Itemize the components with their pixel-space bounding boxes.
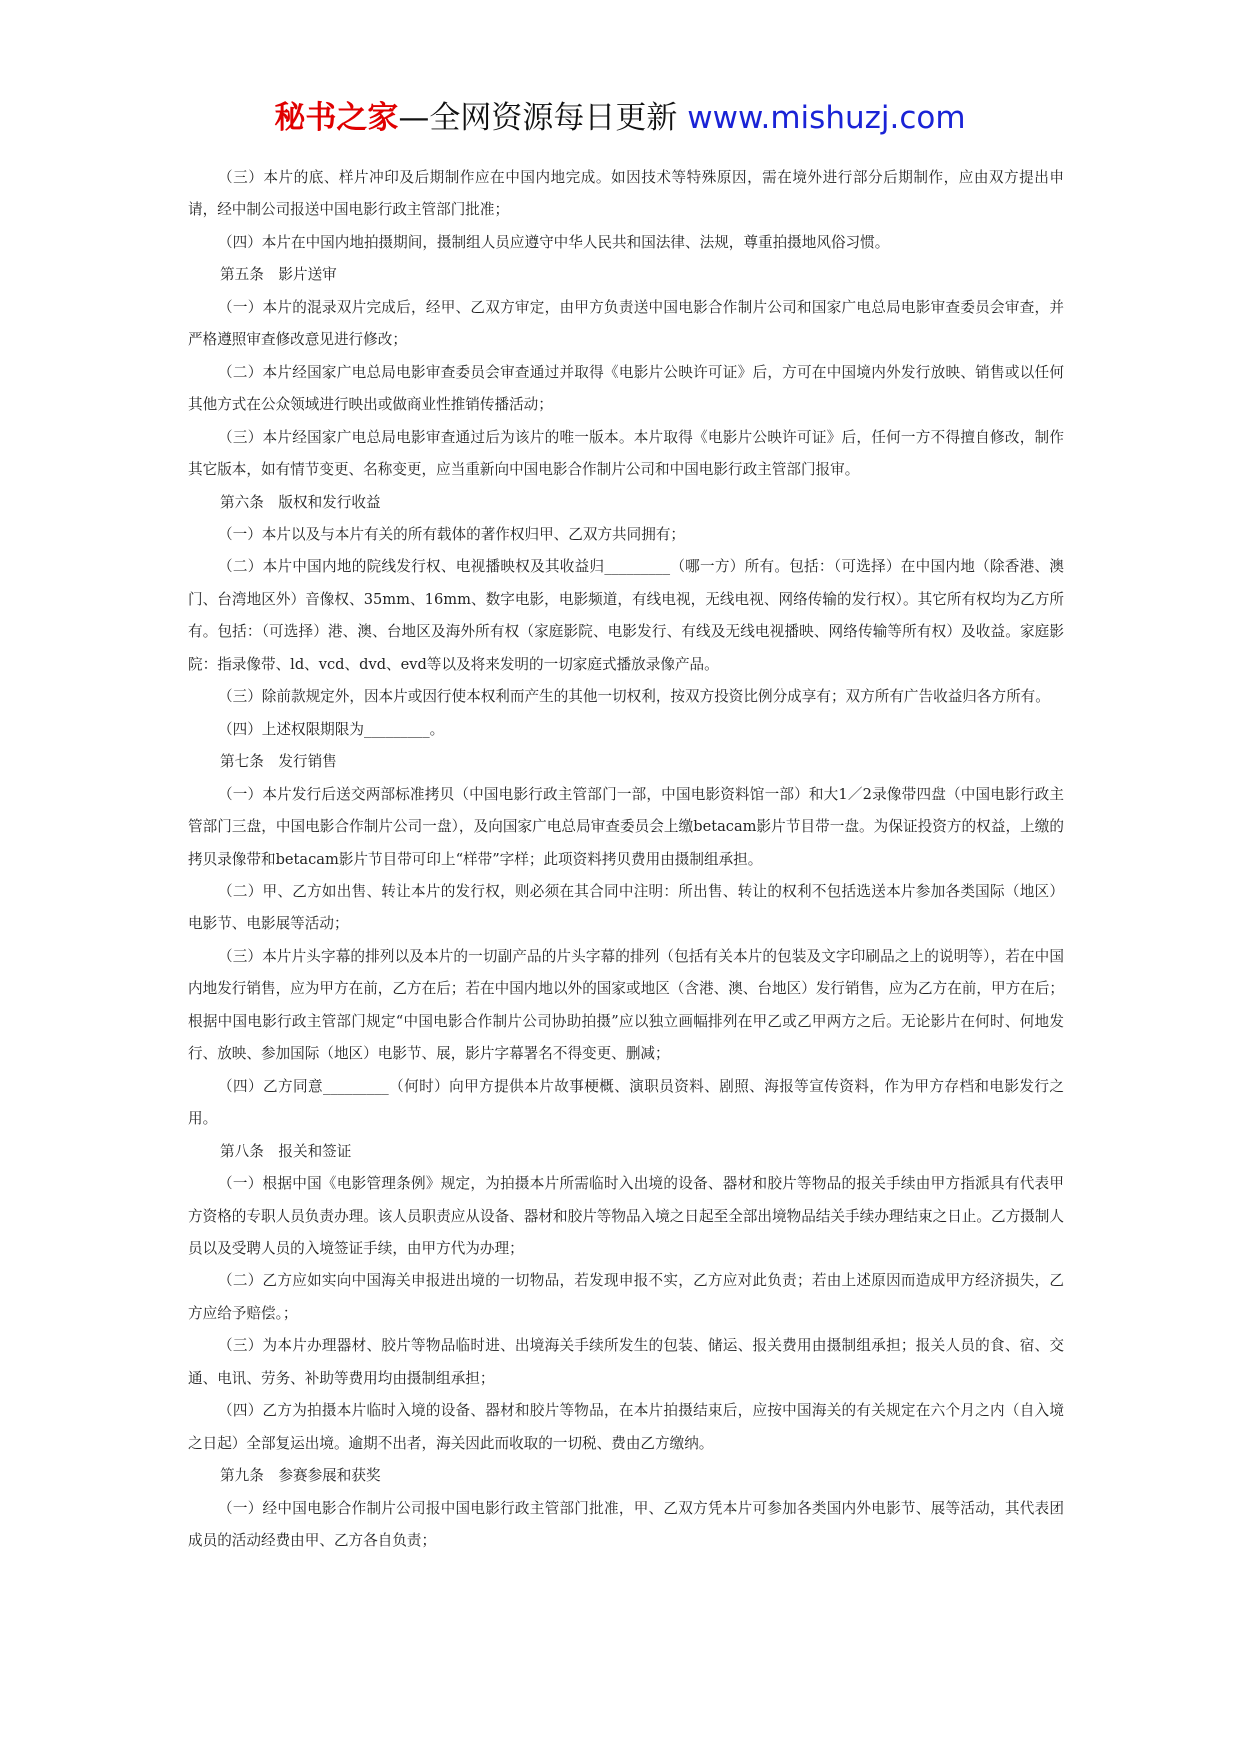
paragraph: （二）本片经国家广电总局电影审查委员会审查通过并取得《电影片公映许可证》后，方可在中国境内外发行放映、销售或以任何其他方式在公众领域进行映出或做商业性推销传播活动； [188, 363, 1064, 414]
section-heading: 第七条 发行销售 [220, 753, 337, 771]
paragraph: （三）本片经国家广电总局电影审查通过后为该片的唯一版本。本片取得《电影片公映许可证》后，任何一方不得擅自修改，制作其它版本，如有情节变更、名称变更，应当重新向中国电影合作制片公司和中国电影行政主管部门报审。 [188, 428, 1064, 479]
site-url[interactable]: www.mishuzj.com [687, 100, 966, 136]
paragraph: （一）根据中国《电影管理条例》规定，为拍摄本片所需临时入出境的设备、器材和胶片等物品的报关手续由甲方指派具有代表甲方资格的专职人员负责办理。该人员职责应从设备、器材和胶片等物品入境之日起至全部出境物品结关手续办理结束之日止。乙方摄制人员以及受聘人员的入境签证手续，由甲方代为办理； [188, 1175, 1064, 1257]
paragraph: （四）上述权限期限为_________。 [218, 720, 445, 738]
site-header [0, 98, 1240, 138]
paragraph: （三）本片的底、样片冲印及后期制作应在中国内地完成。如因技术等特殊原因，需在境外进行部分后期制作，应由双方提出申请，经中制公司报送中国电影行政主管部门批准； [188, 169, 1064, 219]
section-heading: 第八条 报关和签证 [220, 1142, 352, 1160]
paragraph: （二）本片中国内地的院线发行权、电视播映权及其收益归_________（哪一方）所有。包括：（可选择）在中国内地（除香港、澳门、台湾地区外）音像权、35mm、16mm、数字电影，电影频道，有线电视，无线电视、网络传输的发行权）。其它所有权均为乙方所有。包括：（可选择）港、澳、台地区及海外所有权（家庭影院、电影发行、有线及无线电视播映、网络传输等所有权）及收益。家庭影院：指录像带、ld、vcd、dvd、evd等以及将来发明的一切家庭式播放录像产品。 [188, 558, 1064, 673]
paragraph: （四）乙方同意_________（何时）向甲方提供本片故事梗概、演职员资料、剧照、海报等宣传资料，作为甲方存档和电影发行之用。 [188, 1077, 1064, 1128]
site-brand: 秘书之家 [274, 100, 399, 136]
document-body [188, 162, 1064, 1557]
section-heading: 第六条 版权和发行收益 [220, 493, 381, 511]
paragraph: （四）本片在中国内地拍摄期间，摄制组人员应遵守中华人民共和国法律、法规，尊重拍摄地风俗习惯。 [218, 233, 890, 251]
paragraph: （一）经中国电影合作制片公司报中国电影行政主管部门批准，甲、乙双方凭本片可参加各类国内外电影节、展等活动，其代表团成员的活动经费由甲、乙方各自负责； [188, 1499, 1064, 1550]
paragraph: （一）本片发行后送交两部标准拷贝（中国电影行政主管部门一部，中国电影资料馆一部）和大1／2录像带四盘（中国电影行政主管部门三盘，中国电影合作制片公司一盘），及向国家广电总局审查委员会上缴betacam影片节目带一盘。为保证投资方的权益，上缴的拷贝录像带和betacam影片节目带可印上“样带”字样；此项资料拷贝费用由摄制组承担。 [188, 785, 1064, 868]
section-heading: 第五条 影片送审 [220, 266, 337, 284]
paragraph: （三）本片片头字幕的排列以及本片的一切副产品的片头字幕的排列（包括有关本片的包装及文字印刷品之上的说明等），若在中国内地发行销售，应为甲方在前，乙方在后；若在中国内地以外的国家或地区（含港、澳、台地区）发行销售，应为乙方在前，甲方在后；根据中国电影行政主管部门规定“中国电影合作制片公司协助拍摄”应以独立画幅排列在甲乙或乙甲两方之后。无论影片在何时、何地发行、放映、参加国际（地区）电影节、展，影片字幕署名不得变更、删减； [188, 947, 1064, 1063]
paragraph: （一）本片以及与本片有关的所有载体的著作权归甲、乙双方共同拥有； [218, 525, 686, 543]
paragraph: （三）为本片办理器材、胶片等物品临时进、出境海关手续所发生的包装、储运、报关费用由摄制组承担；报关人员的食、宿、交通、电讯、劳务、补助等费用均由摄制组承担； [188, 1337, 1064, 1387]
paragraph: （二）甲、乙方如出售、转让本片的发行权，则必须在其合同中注明：所出售、转让的权利不包括选送本片参加各类国际（地区）电影节、电影展等活动； [188, 882, 1064, 933]
paragraph: （四）乙方为拍摄本片临时入境的设备、器材和胶片等物品，在本片拍摄结束后，应按中国海关的有关规定在六个月之内（自入境之日起）全部复运出境。逾期不出者，海关因此而收取的一切税、费由乙方缴纳。 [188, 1402, 1064, 1452]
section-heading: 第九条 参赛参展和获奖 [220, 1467, 381, 1485]
site-slogan: —全网资源每日更新 [398, 100, 678, 136]
paragraph: （三）除前款规定外，因本片或因行使本权利而产生的其他一切权利，按双方投资比例分成享有；双方所有广告收益归各方所有。 [218, 688, 1050, 706]
paragraph: （一）本片的混录双片完成后，经甲、乙双方审定，由甲方负责送中国电影合作制片公司和国家广电总局电影审查委员会审查，并严格遵照审查修改意见进行修改； [188, 298, 1064, 349]
paragraph: （二）乙方应如实向中国海关申报进出境的一切物品，若发现申报不实，乙方应对此负责；若由上述原因而造成甲方经济损失，乙方应给予赔偿。； [188, 1272, 1064, 1322]
